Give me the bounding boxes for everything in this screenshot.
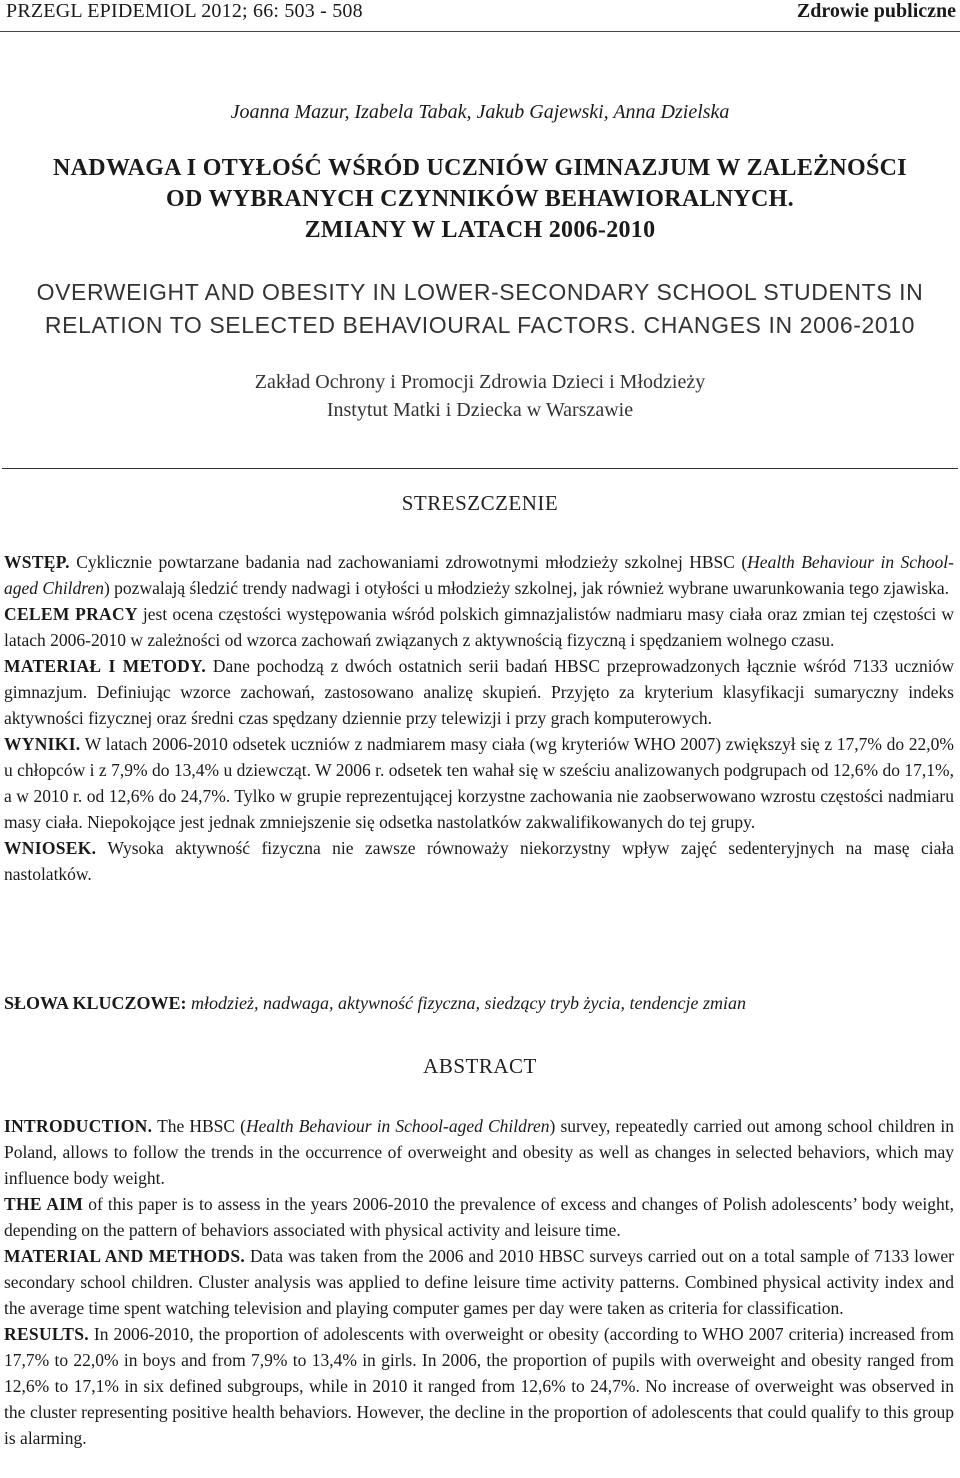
text-methods: Data was taken from the 2006 and 2010 HBSC surveys carried out on a total sample of 7133 lower secondary school children. Cluster analysis was applied to define leisure time activity patterns. Combined physical activity index and the average time spent watching television and playing computer games per day were taken as criteria for classification. <box>4 1246 954 1318</box>
title-polish-line-1: NADWAGA I OTYŁOŚĆ WŚRÓD UCZNIÓW GIMNAZJUM W ZALEŻNOŚCI <box>53 155 907 181</box>
journal-section: Zdrowie publiczne <box>796 0 956 22</box>
title-english-line-2: RELATION TO SELECTED BEHAVIOURAL FACTORS. CHANGES IN 2006-2010 <box>44 312 916 338</box>
title-english-line-1: OVERWEIGHT AND OBESITY IN LOWER-SECONDARY SCHOOL STUDENTS IN <box>36 279 924 305</box>
paragraph-introduction <box>4 1113 954 1191</box>
text-wniosek: Wysoka aktywność fizyczna nie zawsze równoważy niekorzystny wpływ zajęć sedenteryjnych na masę ciała nastolatków. <box>4 838 954 884</box>
text-introduction-b: ) survey, repeatedly carried out among school children in Poland, allows to follow the trends in the occurrence of overweight and obesity as well as changes in selected behaviors, which may influence body weight. <box>4 1116 955 1188</box>
text-celem: jest ocena częstości występowania wśród polskich gimnazjalistów nadmiaru masy ciała oraz zmian tej częstości w latach 2006-2010 w zależności od wzorca zachowań związanych z aktywnością fizyczną i spędzaniem wolnego czasu. <box>4 604 954 650</box>
label-methods: MATERIAL AND METHODS. <box>4 1246 246 1266</box>
label-introduction: INTRODUCTION. <box>4 1116 153 1136</box>
paragraph-methods <box>4 1243 954 1321</box>
label-wniosek: WNIOSEK. <box>4 838 97 858</box>
affiliation <box>0 368 960 424</box>
text-introduction-a: The HBSC ( <box>152 1116 246 1136</box>
title-polish-line-3: ZMIANY W LATACH 2006-2010 <box>304 217 656 243</box>
text-aim: of this paper is to assess in the years 2006-2010 the prevalence of excess and changes of Polish adolescents’ body weight, depending on the pattern of behaviors associated with physical activity and leisure time. <box>4 1194 954 1240</box>
paragraph-wniosek <box>4 835 954 887</box>
label-aim: THE AIM <box>4 1194 84 1214</box>
abstract-heading: ABSTRACT <box>423 1054 537 1078</box>
affiliation-department: Zakład Ochrony i Promocji Zdrowia Dzieci i Młodzieży <box>254 371 706 393</box>
text-wstep-italic: Health Behaviour in School-aged Children <box>4 552 954 598</box>
paragraph-wyniki <box>4 731 954 835</box>
title-polish <box>20 153 940 246</box>
keywords-label: SŁOWA KLUCZOWE: <box>4 993 187 1013</box>
text-wstep-a: Cyklicznie powtarzane badania nad zachowaniami zdrowotnymi młodzieży szkolnej HBSC ( <box>69 552 748 572</box>
paragraph-wstep <box>4 549 954 601</box>
section-divider <box>2 468 958 469</box>
title-english <box>10 276 950 342</box>
label-material: MATERIAŁ I METODY. <box>4 656 207 676</box>
abstract-body <box>4 1113 954 1451</box>
label-wstep: WSTĘP. <box>4 552 70 572</box>
author-list: Joanna Mazur, Izabela Tabak, Jakub Gajewski, Anna Dzielska <box>230 101 730 123</box>
label-celem: CELEM PRACY <box>4 604 138 624</box>
affiliation-institute: Instytut Matki i Dziecka w Warszawie <box>326 399 634 421</box>
keywords <box>4 990 954 1016</box>
paragraph-celem <box>4 601 954 653</box>
text-introduction-italic: Health Behaviour in School-aged Children <box>246 1116 550 1136</box>
text-wstep-b: ) pozwalają śledzić trendy nadwagi i otyłości u młodzieży szkolnej, jak również wybrane uwarunkowania tego zjawiska. <box>103 578 950 598</box>
journal-reference: PRZEGL EPIDEMIOL 2012; 66: 503 - 508 <box>6 0 363 22</box>
title-polish-line-2: OD WYBRANYCH CZYNNIKÓW BEHAWIORALNYCH. <box>166 186 794 212</box>
keywords-list: młodzież, nadwaga, aktywność fizyczna, siedzący tryb życia, tendencje zmian <box>186 993 746 1013</box>
streszczenie-heading: STRESZCZENIE <box>401 491 559 515</box>
label-wyniki: WYNIKI. <box>4 734 81 754</box>
paragraph-results <box>4 1321 954 1451</box>
label-results: RESULTS. <box>4 1324 89 1344</box>
streszczenie-body <box>4 549 954 887</box>
text-results: In 2006-2010, the proportion of adolescents with overweight or obesity (according to WHO 2007 criteria) increased from 17,7% to 22,0% in boys and from 7,9% to 13,4% in girls. In 2006, the proportion of pupils with overweight and obesity ranged from 12,6% to 17,1% in six defined subgroups, while in 2010 it ranged from 12,6% to 24,7%. No increase of overweight was observed in the cluster representing positive health behaviors. However, the decline in the proportion of adolescents that could qualify to this group is alarming. <box>4 1324 954 1448</box>
paragraph-material <box>4 653 954 731</box>
header-rule <box>0 31 960 32</box>
running-header <box>0 0 960 22</box>
text-material: Dane pochodzą z dwóch ostatnich serii badań HBSC przeprowadzonych łącznie wśród 7133 uczniów gimnazjum. Definiując wzorce zachowań, zastosowano analizę skupień. Przyjęto za kryterium klasyfikacji sumaryczny indeks aktywności fizycznej oraz średni czas spędzany dziennie przy telewizji i przy grach komputerowych. <box>4 656 954 728</box>
text-wyniki: W latach 2006-2010 odsetek uczniów z nadmiarem masy ciała (wg kryteriów WHO 2007) zwiększył się z 17,7% do 22,0% u chłopców i z 7,9% do 13,4% u dziewcząt. W 2006 r. odsetek ten wahał się w sześciu analizowanych podgrupach od 12,6% do 17,1%, a w 2010 r. od 12,6% do 24,7%. Tylko w grupie reprezentującej korzystne zachowania nie zaobserwowano wzrostu częstości nadmiaru masy ciała. Niepokojące jest jednak zmniejszenie się odsetka nastolatków zakwalifikowanych do tej grupy. <box>4 734 954 832</box>
paragraph-aim <box>4 1191 954 1243</box>
